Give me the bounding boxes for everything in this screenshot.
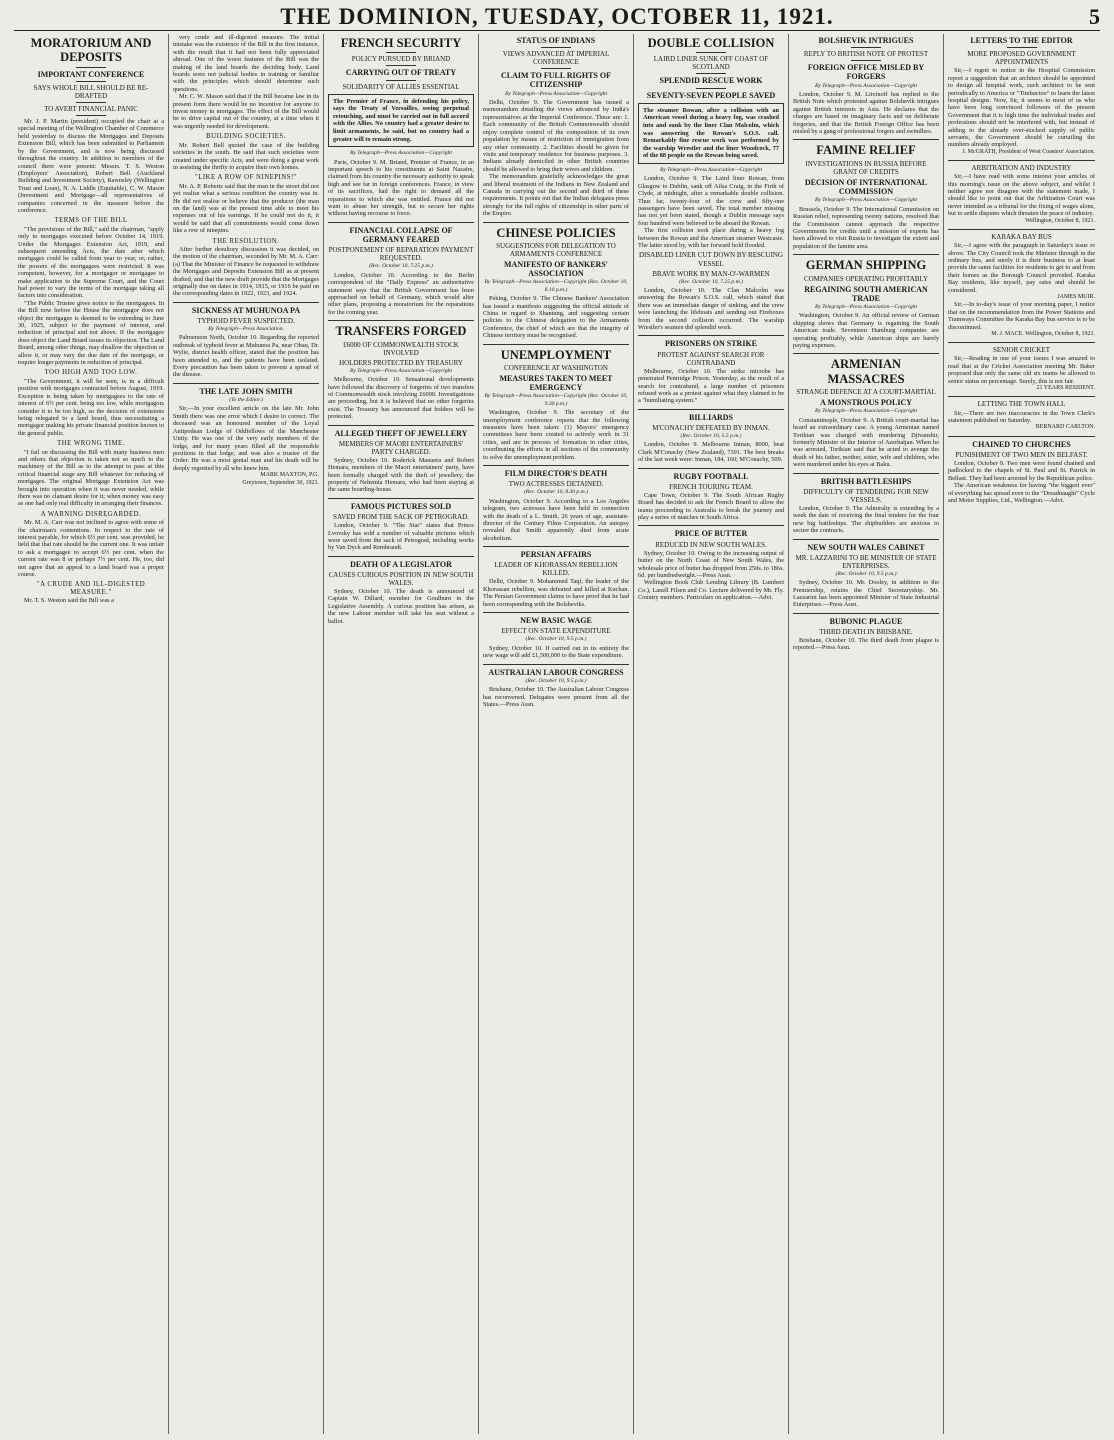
headline: FRENCH SECURITY [340,36,462,50]
headline: SEVENTY-SEVEN PEOPLE SAVED [646,90,776,100]
paragraph: Brisbane, October 10. The Australian Labour Congress has reconvened. Delegates were present from all the States.—Press Assn. [483,686,629,708]
headline: SAVED FROM THE SACK OF PETROGRAD. [333,513,469,522]
column-2 [169,34,324,1434]
headline: BUBONIC PLAGUE [829,616,903,626]
credit-line: (Rec. October 10, 9.5 p.m.) [525,677,587,684]
column-1 [14,34,169,1434]
paragraph: Sydney, October 10. Mr. Dooley, in addition to the Premiership, retains the Chief Secretaryship. Mr. Lazzarini has been appointed Minister of State Industrial Enterprises.—Press Assn. [793,579,939,609]
headline: MORATORIUM AND DEPOSITS [30,36,152,65]
credit-line: (To the Editor.) [229,397,263,404]
article-french-security [328,36,474,218]
headline: LEADER OF KHORASSAN REBELLION KILLED. [494,561,618,578]
headline: BOLSHEVIK INTRIGUES [818,36,914,45]
article-moratorium [18,36,164,605]
headline: PRISONERS ON STRIKE [664,339,758,349]
article-chinese [483,226,629,340]
column-7 [944,34,1099,1434]
credit-line: By Telegraph—Press Association—Copyright (Rec. October 10, 9.30 p.m.) [484,393,628,407]
paragraph: Sir,—There are two inaccuracies in the Town Clerk's statement published on Saturday. [948,409,1095,424]
headline: ARMENIAN MASSACRES [827,357,905,386]
advertisement: The American weakness for having "the biggest ever" of everything has spread even to the "Dreadnaught" Cycle and Motor Supplies, Ltd., Wellington.—Advt. [948,482,1095,504]
subheading: TERMS OF THE BILL [54,217,128,225]
article-unemployment [483,348,629,461]
article-rugby [638,472,784,522]
signature: Greytown, September 30, 1921. [242,479,319,486]
credit-line: (Rec. October 10, 7.25 p.m.) [369,263,433,270]
credit-line: By Telegraph—Press Association—Copyright [814,303,918,310]
signature: BERNARD CARLTON. [1035,424,1095,431]
paragraph: Sir,—I have read with some interest your articles of this morning's issue on the above subject, and whilst I neither agree nor disagree with the statement made, I should like to point out that the Arbitration Court was never intended as a tribunal for the fixing of wages alone, but to settle disputes which threaten the peace of industry. [948,173,1095,218]
paragraph: Mr. A. P. Roberts said that the man in the street did not yet realise what a serious condition the country was in. He did not realise or believe that the producer (the man on the land) was at the present time able to meet his expenses out of his earnings. If he could not do it, it would be said that all commitments would come down like a row of ninepins. [173,182,319,235]
article-labour-congress [483,668,629,709]
paragraph: Mr. T. S. Weston said the Bill was a [24,597,114,605]
columns [14,34,1100,1434]
article-john-smith [173,387,319,487]
credit-line: By Telegraph—Press Association—Copyright [814,408,918,415]
headline: LAIRD LINER SUNK OFF COAST OF SCOTLAND [653,55,769,72]
paragraph: Constantinople, October 9. A British court-martial has heard an extraordinary case. A young Armenian named Torikian was charged with murdering Djivanshir, formerly Minister of the Interior of Azerbaijan. When he was arrested, Torikian said that he acted to avenge the death of his father, mother, sister, wife and children, who were murdered under his eyes at Baku. [793,416,939,469]
article-pictures [328,502,474,552]
paragraph: Brussels, October 9. The International Commission on Russian relief, representing twenty nations, resolved that the Commission cannot approach the respective Governments for credits until a mission of experts has been allowed to visit Russia to investigate the extent and population of the famine area. [793,205,939,250]
paragraph: Palmerston North, October 10. Regarding the reported outbreak of typhoid fever at Muhunoa Pa, near Ohau, Dr. Wylie, district health officer, stated that the position has been attended to, and the patients have been isolated. Every precaution has been taken to prevent a spread of the disease. [173,334,319,379]
credit-line: (Rec. October 10, 9.5 p.m.) [835,570,897,577]
credit-line: (Rec. October 10, 7.25 p.m.) [679,278,743,285]
headline: POSTPONEMENT OF REPARATION PAYMENT REQUESTED. [328,246,474,263]
headline: FRENCH TOURING TEAM. [669,482,753,491]
headline: M'CONACHY DEFEATED BY INMAN. [652,423,770,432]
headline: REPLY TO BRITISH NOTE OF PROTEST [803,50,929,59]
credit-line: By Telegraph—Press Association—Copyright [504,90,608,97]
article-bolshevik [793,36,939,135]
headline: TO AVERT FINANCIAL PANIC [44,105,138,114]
headline: CHAINED TO CHURCHES [972,439,1071,449]
signature: MARK MAXTON, P.G. [260,472,319,479]
headline: SPLENDID RESCUE WORK [659,76,763,86]
article-bubonic [793,617,939,652]
credit-line: By Telegraph—Press Association—Copyright [349,150,453,157]
article-indians [483,36,629,218]
headline: UNEMPLOYMENT [500,347,612,362]
headline: FILM DIRECTOR'S DEATH [504,469,608,479]
column-5 [634,34,789,1434]
headline: PERSIAN AFFAIRS [520,550,592,560]
paragraph: Delhi, October 9. The Government has issued a memorandum detailing the views advanced by India's representatives at the Imperial Conference. These are: 1. Each community of the British Commonwealth should enjoy complete control of the composition of its own population by means of restriction of immigration from any other community. 2. Facilities should be given for visits and temporary residence for business purposes. 3. Indians already domiciled in other British countries should be allowed to bring their wives and children. [483,99,629,173]
headline: IMPORTANT CONFERENCE [37,69,145,79]
headline: CARRYING OUT OF TREATY [345,68,457,78]
headline: SENIOR CRICKET [993,346,1050,355]
column-3 [324,34,479,1434]
article-karaka-bay [948,233,1095,338]
headline: HOLDERS PROTECTED BY TREASURY [339,358,463,367]
headline: CAUSES CURIOUS POSITION IN NEW SOUTH WALES. [328,570,474,587]
article-germany-collapse [328,226,474,316]
article-battleships [793,477,939,535]
paragraph: Cape Town, October 9. The South African Rugby Board has decided to ask the French Board to allow the teams proceeding to Australia to break the journey and play a series of matches in South Africa. [638,491,784,522]
paragraph: London, October 9. "The Star" states that Prince Lvovsky has sold a number of valuable pictures which were saved from the sack of Petrograd, including works by Van Dyck and Rembrandt. [328,522,474,552]
paragraph: Sydney, October 10. Roderick Manuera and Robert Hemara, members of the Maori entertainers' party, have been formally charged with the theft of jewellery, the property of Nehemia Hemara, who had been staying at the same boarding-house. [328,456,474,494]
headline: MR. LAZZARINI TO BE MINISTER OF STATE ENTERPRISES. [795,553,937,570]
paragraph: Sydney, October 10. The death is announced of Captain W. Dillard, member for Goulburn in the Legislative Assembly. A curious position has arisen, as the new Labour member will take his seat without a ballot. [328,588,474,625]
headline: PUNISHMENT OF TWO MEN IN BELFAST. [955,450,1088,459]
paragraph: Mr. J. P. Martin (president) occupied the chair at a special meeting of the Wellington Chamber of Commerce held yesterday to discuss the Mortgages and Deposits Extension Bill, which has been submitted to Parliament by the Government, and is now being discussed throughout the country. In addition to members of the council there were present: Messrs. T. S. Weston (Employers' Association), Robert Bell (Auckland Building and Investment Society), Rawnsley (Wellington Trust and Loan), N. A. Liddle (Equitable), C. W. Mason (Investment and Mortgage—all representatives of companies concerned in the measure before the conference. [18,118,164,214]
paragraph: London, October 10. According to the Berlin correspondent of the "Daily Express" an authoritative statement says that the British Government has been approached on behalf of Germany, which would alter other plans, proposing a moratorium for the reparations for the coming year. [328,271,474,316]
headline: DEATH OF A LEGISLATOR [350,559,452,569]
paragraph: London, October 9. The Admiralty is extending by a week the date of receiving the final tenders for the four new big battleships. The shipbuilders are anxious to secure the contracts. [793,504,939,535]
article-famine-relief [793,143,939,250]
headline: MEMBERS OF MAORI ENTERTAINERS' PARTY CHARGED. [338,439,464,456]
headline: DISABLED LINER CUT DOWN BY RESCUING VESSEL [638,251,784,268]
headline: KARAKA BAY BUS [991,233,1052,242]
credit-line: By Telegraph—Press Association—Copyright [814,197,918,204]
credit-line: (Rec. October 10, 9.5 p.m.) [525,636,587,643]
headline: PRICE OF BUTTER [674,529,748,539]
paragraph: Melbourne, October 10. The strike microbe has penetrated Pentridge Prison. Yesterday, as the result of a search for contraband, a large number of prisoners refused work as a protest against what they claimed to be a "humiliating system." [638,367,784,405]
paragraph: London, October 9. M. Litvinoff has replied to the British Note which protested against Bolshevik intrigues against British interests in Asia. He declares that the charges are based on imaginary facts and on deliberate forgeries, and that the British Foreign Office has been misled by a gang of professional forgers and swindlers. [793,91,939,136]
paragraph: Washington, October 9. An official review of German shipping shows that Germany is regaining the South American trade. Seventeen Hamburg companies are operating profitably, while American ships are barely paying expenses. [793,312,939,349]
paragraph: London, October 10. The Clan Malcolm was answering the Rowan's S.O.S. call, which stated that there was an immediate danger of sinking, and the crew were launching the lifeboats and sending out Fireboxes from the second collision occurred. The warship Wrestler's seamen did splendid work. [638,287,784,332]
page-number: 5 [1089,4,1100,29]
paragraph: Sir,—I agree with the paragraph in Saturday's issue re above. The City Council took the Minister through in the ordinary bus, and surely it is their business to at least provide the same facilities for residents to get to and from their homes as the Borough Council provided. Karaka Bay residents, like myself, pay rates and should be considered. [948,242,1095,294]
article-billiards [638,413,784,464]
article-transfers-forged [328,324,474,420]
headline: COMPANIES OPERATING PROFITABLY [803,274,929,283]
headline: TYPHOID FEVER SUSPECTED. [197,317,295,325]
headline: ALLEGED THEFT OF JEWELLERY [334,428,468,438]
masthead [14,0,1100,31]
article-legislator [328,560,474,625]
headline: MANIFESTO OF BANKERS' ASSOCIATION [503,260,608,279]
paragraph: Melbourne, October 10. Sensational developments have followed the discovery of forgeries of two transfers of Commonwealth stock involving £6000. Investigations are proceeding, but it is believed that no other forgeries exist. The Treasury has announced that holders will be protected. [328,376,474,421]
headline: VIEWS ADVANCED AT IMPERIAL CONFERENCE [502,50,610,67]
summary-box: The steamer Rowan, after a collision with an American vessel during a heavy fog, was crashed into and sunk by the liner Clan Malcolm, which was answering the Rowan's S.O.S. call. Remarkably fine rescue work was performed by the warship Wrestler and the liner Woodcock, 77 of the 88 people on the Rowan being saved. [638,103,784,164]
article-persian [483,550,629,608]
article-butter [638,529,784,601]
advertisement: Wellington Book Club Lending Library (B. Lumbert Co.), Lanell Filsen and Co. Lecture delivered by Mr. Fly. Country members. Particulars on application.—Advt. [638,579,784,602]
headline: STRANGE DEFENCE AT A COURT-MARTIAL [796,388,936,397]
article-muhunoa [173,306,319,379]
headline: ARBITRATION AND INDUSTRY [971,164,1072,173]
article-letters [948,36,1095,156]
credit-line: By Telegraph—Press Association—Copyright [659,167,763,173]
headline: CONFERENCE AT WASHINGTON [504,364,608,373]
headline: LETTERS TO THE EDITOR [970,36,1073,45]
headline: A MONSTROUS POLICY [819,398,912,408]
headline: THE LATE JOHN SMITH [199,386,293,396]
paragraph: Brisbane, October 10. The third death from plague is reported.—Press Assn. [793,637,939,652]
article-german-shipping [793,258,939,349]
column-4 [479,34,634,1434]
signature: M. J. MACE. Wellington, October 8, 1921. [991,330,1095,337]
headline: SOLIDARITY OF ALLIES ESSENTIAL [342,82,460,91]
headline: REDUCED IN NEW SOUTH WALES. [655,540,767,549]
paragraph: Paris, October 9. M. Briand, Premier of France, in an important speech to his constituents at Saint Nazaire, claimed from his country the necessary authority to speak high and see far in foreign conferences. France, in view of its sacrifices, had the right to demand all the reparations to which she was entitled. France did not want to abuse her strength, but to secure her rights without having recourse to force. [328,158,474,218]
paragraph: Delhi, October 9. Mohammed Taqi, the leader of the Khorassan rebellion, was defeated and killed at Kuchan. The Persian Government claims to have proof that he had been corresponding with the Bolsheviks. [483,578,629,608]
paragraph: Washington, October 9. The secretary of the unemployment conference reports that the following measures have been taken: (1) Mayors' emergency committees have been created to actively work in 31 cities, and are in process of formation in other cities, coordinating the efforts in all sections of the community to solve the unemployment problem. [483,409,629,461]
headline: PROTEST AGAINST SEARCH FOR CONTRABAND [657,350,765,367]
article-double-collision [638,36,784,331]
paragraph: Mr. C. W. Mason said that if the Bill became law in its present form there would be no incentive for anyone to invest money in mortgages. The effect of the Bill would be to drive capital out of the country, at a time when it was urgently needed for development. [173,93,319,130]
headline: SAYS WHOLE BILL SHOULD BE RE-DRAFTED [33,83,149,100]
signature: JAMES MUIR. [1057,293,1095,300]
headline: STATUS OF INDIANS [516,36,596,45]
column-6 [789,34,944,1434]
headline: BILLIARDS [688,412,733,422]
headline: RUGBY FOOTBALL [673,471,749,481]
headline: POLICY PURSUED BY BRIAND [351,55,451,64]
summary-box: The Premier of France, in defending his policy, says the Treaty of Versailles, seeing perpetual retouching, and must be carried out in full accord with the Allies. No country had a greater desire to limit armaments, he said, but no country had a greater will to remain strong. [328,94,474,148]
paragraph: London, October 9. The Laird liner Rowan, from Glasgow to Dublin, sank off Ailsa Craig, in the Firth of Clyde, at midnight, after a remarkable double collision. Thus far, twenty-four of the crew and fifty-one passengers have been saved. The total number missing has not yet been stated, though a Dublin message says four hundred were believed to be aboard the Rowan. [638,175,784,227]
article-film-director [483,469,629,542]
article-basic-wage [483,616,629,659]
article-armenian [793,357,939,468]
headline: CHINESE POLICIES [496,225,616,240]
paragraph: "The Public Trustee gives notice to the mortgagees. In the Bill now before the House the mortgagor does not object the mortgagee is deemed to be extending to June 30, 1925, subject to the payment of interest, and reduction of principal and not above. If the mortgagee does object the Land Board issues its objection. The Land Board, among other things, may disallow the objection or allow it, or may vary the due date of the mortgage, or require longer payments in reduction of principal. [18,299,164,367]
paragraph: "The Government, it will be seen, is in a difficult position with mortgages contracted before August, 1919. Exception is being taken by mortgagees to the rate of interest of 6½ per cent. being too low, while mortgagors consider it to be too high, so the decision of extensions being relegated to a land board, thus necessitating a mortgagor making his private financial position known to the general public. [18,377,164,437]
paragraph: Mr. M. A. Carr was not inclined to agree with some of the chairman's contentions. In respect to the rate of interest payable, for which 6½ per cent. was provided, he held that that rate should be the current one. It was unfair to ask a mortgagee to accept 6½ per cent. when the current rate was 8 or perhaps 7½ per cent. He, too, did not agree that an appeal to a land board was a proper course. [18,519,164,579]
paragraph: After further desultory discussion it was decided, on the motion of the chairman, seconded by Mr. M. A. Carr: (a) That the Minister of Finance be requested to withdraw the Mortgages and Deposits Extension Bill as at present drafted, and that the new draft provide that the Mortgages originally due on dates in 1914, 1915, or 1916 be paid on the corresponding dates in 1922, 1923, and 1924. [173,245,319,298]
paragraph: The memorandum gratefully acknowledges the great and liberal treatment of the Indians in New Zealand and Canada in carrying out the second and third of these requirements. It points out that the Indian delegates press strongly for the full rights of citizenship in other parts of the Empire. [483,173,629,218]
article-nsw-cabinet [793,543,939,609]
headline: REGAINING SOUTH AMERICAN TRADE [804,284,928,303]
subheading: A WARNING DISREGARDED. [40,510,142,518]
paragraph: Sir,—In your excellent article on the late Mr. John Smith there was one error which I desire to correct. The deceased was an honoured member of the Loyal Antipodean Lodge of Oddfellows of the Manchester Unity. He was one of the very early members of the lodge, and for many years filled all the responsible positions in that lodge, and was also a trustee of the Order. He was a most genial man and his death will be deeply regretted by all who knew him. [173,405,319,472]
headline: DOUBLE COLLISION [647,36,775,50]
headline: MORE PROPOSED GOVERNMENT APPOINTMENTS [967,50,1076,67]
headline: £6000 OF COMMONWEALTH STOCK INVOLVED [343,340,459,357]
masthead-title: THE DOMINION, TUESDAY, OCTOBER 11, 1921. [280,4,834,29]
subheading: BUILDING SOCIETIES. [206,133,286,141]
headline: FAMINE RELIEF [816,143,916,158]
subheading: "LIKE A ROW OF NINEPINS!" [194,174,298,182]
headline: TRANSFERS FORGED [335,324,467,339]
article-jewellery [328,429,474,494]
paragraph: Sir,—In to-day's issue of your morning paper, I notice that on the recommendation from the Power Stations and Tramways Committee the Karaka Bay bus service is to be discontinued. [948,301,1095,331]
headline: FOREIGN OFFICE MISLED BY FORGERS [807,63,925,82]
headline: FINANCIAL COLLAPSE OF GERMANY FEARED [349,225,453,245]
headline: AUSTRALIAN LABOUR CONGRESS [488,667,624,677]
subheading: "A CRUDE AND ILL-DIGESTED MEASURE." [36,581,146,596]
headline: DECISION OF INTERNATIONAL COMMISSION [804,177,928,197]
headline: DIFFICULTY OF TENDERING FOR NEW VESSELS. [803,487,929,504]
signature: J. McGRATH, President of West Coasters' Association. [962,148,1095,155]
paragraph: Peking, October 9. The Chinese Bankers' Association has issued a manifesto suggesting the official attitude of China in regard to Shantung, and suggesting certain policies to the Chinese delegation to the Armaments Conference, the chief of which are that the integrity of Chinese territory must be recognised. [483,295,629,340]
headline: GERMAN SHIPPING [805,258,927,273]
credit-line: By Telegraph—Press Association. [208,326,284,333]
paragraph: Sydney, October 10. Owing to the increasing output of butter on the North Coast of New South Wales, the wholesale price of butter has dropped from 250s. to 186s. 6d. per hundredweight.—Press Assn. [638,549,784,579]
credit-line: (Rec. October 10, 8.30 p.m.) [524,489,588,496]
paragraph: "I fail on discussing the Bill with many business men and others that objection is taken not so much to the machinery of the Bill as to the attempt to pass at this critical financial stage any Bill whatever for reducing of mortgages. The original Mortgage Extension Act was brought into operation when it was never needed, while there was no clamant desire for it; when money was easy as one had only real difficulty in arranging their finances. [18,448,164,508]
headline: NEW SOUTH WALES CABINET [807,542,925,552]
paragraph: very crude and ill-digested measure. The initial mistake was the existence of the Bill in the first instance, with the result that it had not been fully appreciated abroad. One of the worst features of the Bill was the making of the land boards the deciding body. Land boards were not judicial bodies in training or familiar with the principles which should determine such questions. [173,34,319,93]
subheading: THE RESOLUTION. [212,237,280,245]
credit-line: (Rec. October 10, 5.5 p.m.) [680,433,742,439]
headline: BRAVE WORK BY MAN-O'-WARMEN [652,269,770,278]
headline: SICKNESS AT MUHUNOA PA [191,305,301,315]
subheading: TOO HIGH AND TOO LOW. [44,369,138,377]
headline: CLAIM TO FULL RIGHTS OF CITIZENSHIP [501,71,611,90]
article-chained-churches [948,440,1095,505]
signature: 21 YEARS RESIDENT. [1036,385,1095,392]
paragraph: Washington, October 9. According to a Los Angeles telegram, two actresses have been held in connection with the death of a L. Smith, 26 years of age, assistant-director of the Century Films Corporation. An autopsy revealed that Smith apparently died from acute alcoholism. [483,497,629,542]
headline: THIRD DEATH IN BRISBANE. [819,628,913,637]
headline: INVESTIGATIONS IN RUSSIA BEFORE GRANT OF CREDITS [805,159,927,176]
paragraph: The first collision took place during a heavy fog between the Rowan and the American steamer Westcaste. The latter stood by, with her forward hold flooded. [638,227,784,250]
article-senior-cricket [948,346,1095,392]
headline: BRITISH BATTLESHIPS [820,476,912,486]
paragraph: Sydney, October 10. If carried out in its entirety the new wage will add £1,500,000 to the State expenditure. [483,644,629,660]
article-prisoners [638,339,784,404]
paragraph: Sir,—Reading in one of your issues I was amazed to read that at the Cricket Association meeting Mr. Baker proposed that only the same old six teams be allowed to senior status on percentage. Surely, this is not fair. [948,355,1095,385]
paragraph: Mr. Robert Bell quoted the case of the building societies in the south. He said that such societies were created under specific Acts, and were doing a great work in assisting the thrifty to acquire their own homes. [173,141,319,171]
credit-line: By Telegraph—Press Association—Copyright (Rec. October 10, 8.10 p.m.) [484,279,628,293]
headline: FAMOUS PICTURES SOLD [350,501,452,511]
headline: LETTING THE TOWN HALL [977,400,1066,409]
subheading: THE WRONG TIME. [57,440,125,448]
paragraph: Sir,—I regret to notice in the Hospital Commission report a suggestion that an architect should be appointed to design all hospital work, such architect to be sent periodically to America or "Timbuctoo" to learn the latest hospital designs. Now, Sir, it seems to most of us who have been long convinced followers of the present Government that it is high time the individual trades and professions should not be interfered with, but instead of adding to the already over-stocked supply of public servants, the Government should be curtailing the numbers already employed. [948,67,1095,149]
headline: SUGGESTIONS FOR DELEGATION TO ARMAMENTS CONFERENCE [496,241,616,258]
headline: NEW BASIC WAGE [520,616,592,626]
paragraph: London, October 9. Two men were found chained and padlocked to the chapels of St. Paul and St. Patrick in Belfast. They had been arrested by the Republican police. [948,459,1095,482]
headline: EFFECT ON STATE EXPENDITURE [501,627,611,636]
paragraph: "The provisions of the Bill," said the chairman, "apply only to mortgages executed before October 14, 1919. Under the Mortgages Extension Act, 1919, and subsequent amending Acts, the date after which mortgages could be called from year to year, or, rather, the powers of the mortgagees were restricted. It was competent, however, for a mortgagor or mortgagee to make application to the Supreme Court, and the Court had power to vary the terms of the mortgage taking all factors into consideration. [18,225,164,300]
credit-line: By Telegraph—Press Association—Copyright [814,82,918,89]
signature: Wellington, October 8, 1921. [1025,217,1095,224]
paragraph: London, October 9. Melbourne Inman, 8000, beat Clark M'Conachy (New Zealand), 7391. The best breaks of the last week were: Inman, 184, 160; M'Conachy, 509. [638,441,784,464]
headline: MEASURES TAKEN TO MEET EMERGENCY [499,374,613,393]
article-town-hall [948,400,1095,431]
credit-line: By Telegraph—Press Association—Copyright [349,367,453,374]
article-moratorium-cont [173,34,319,298]
headline: TWO ACTRESSES DETAINED. [508,480,604,489]
article-arbitration [948,164,1095,225]
